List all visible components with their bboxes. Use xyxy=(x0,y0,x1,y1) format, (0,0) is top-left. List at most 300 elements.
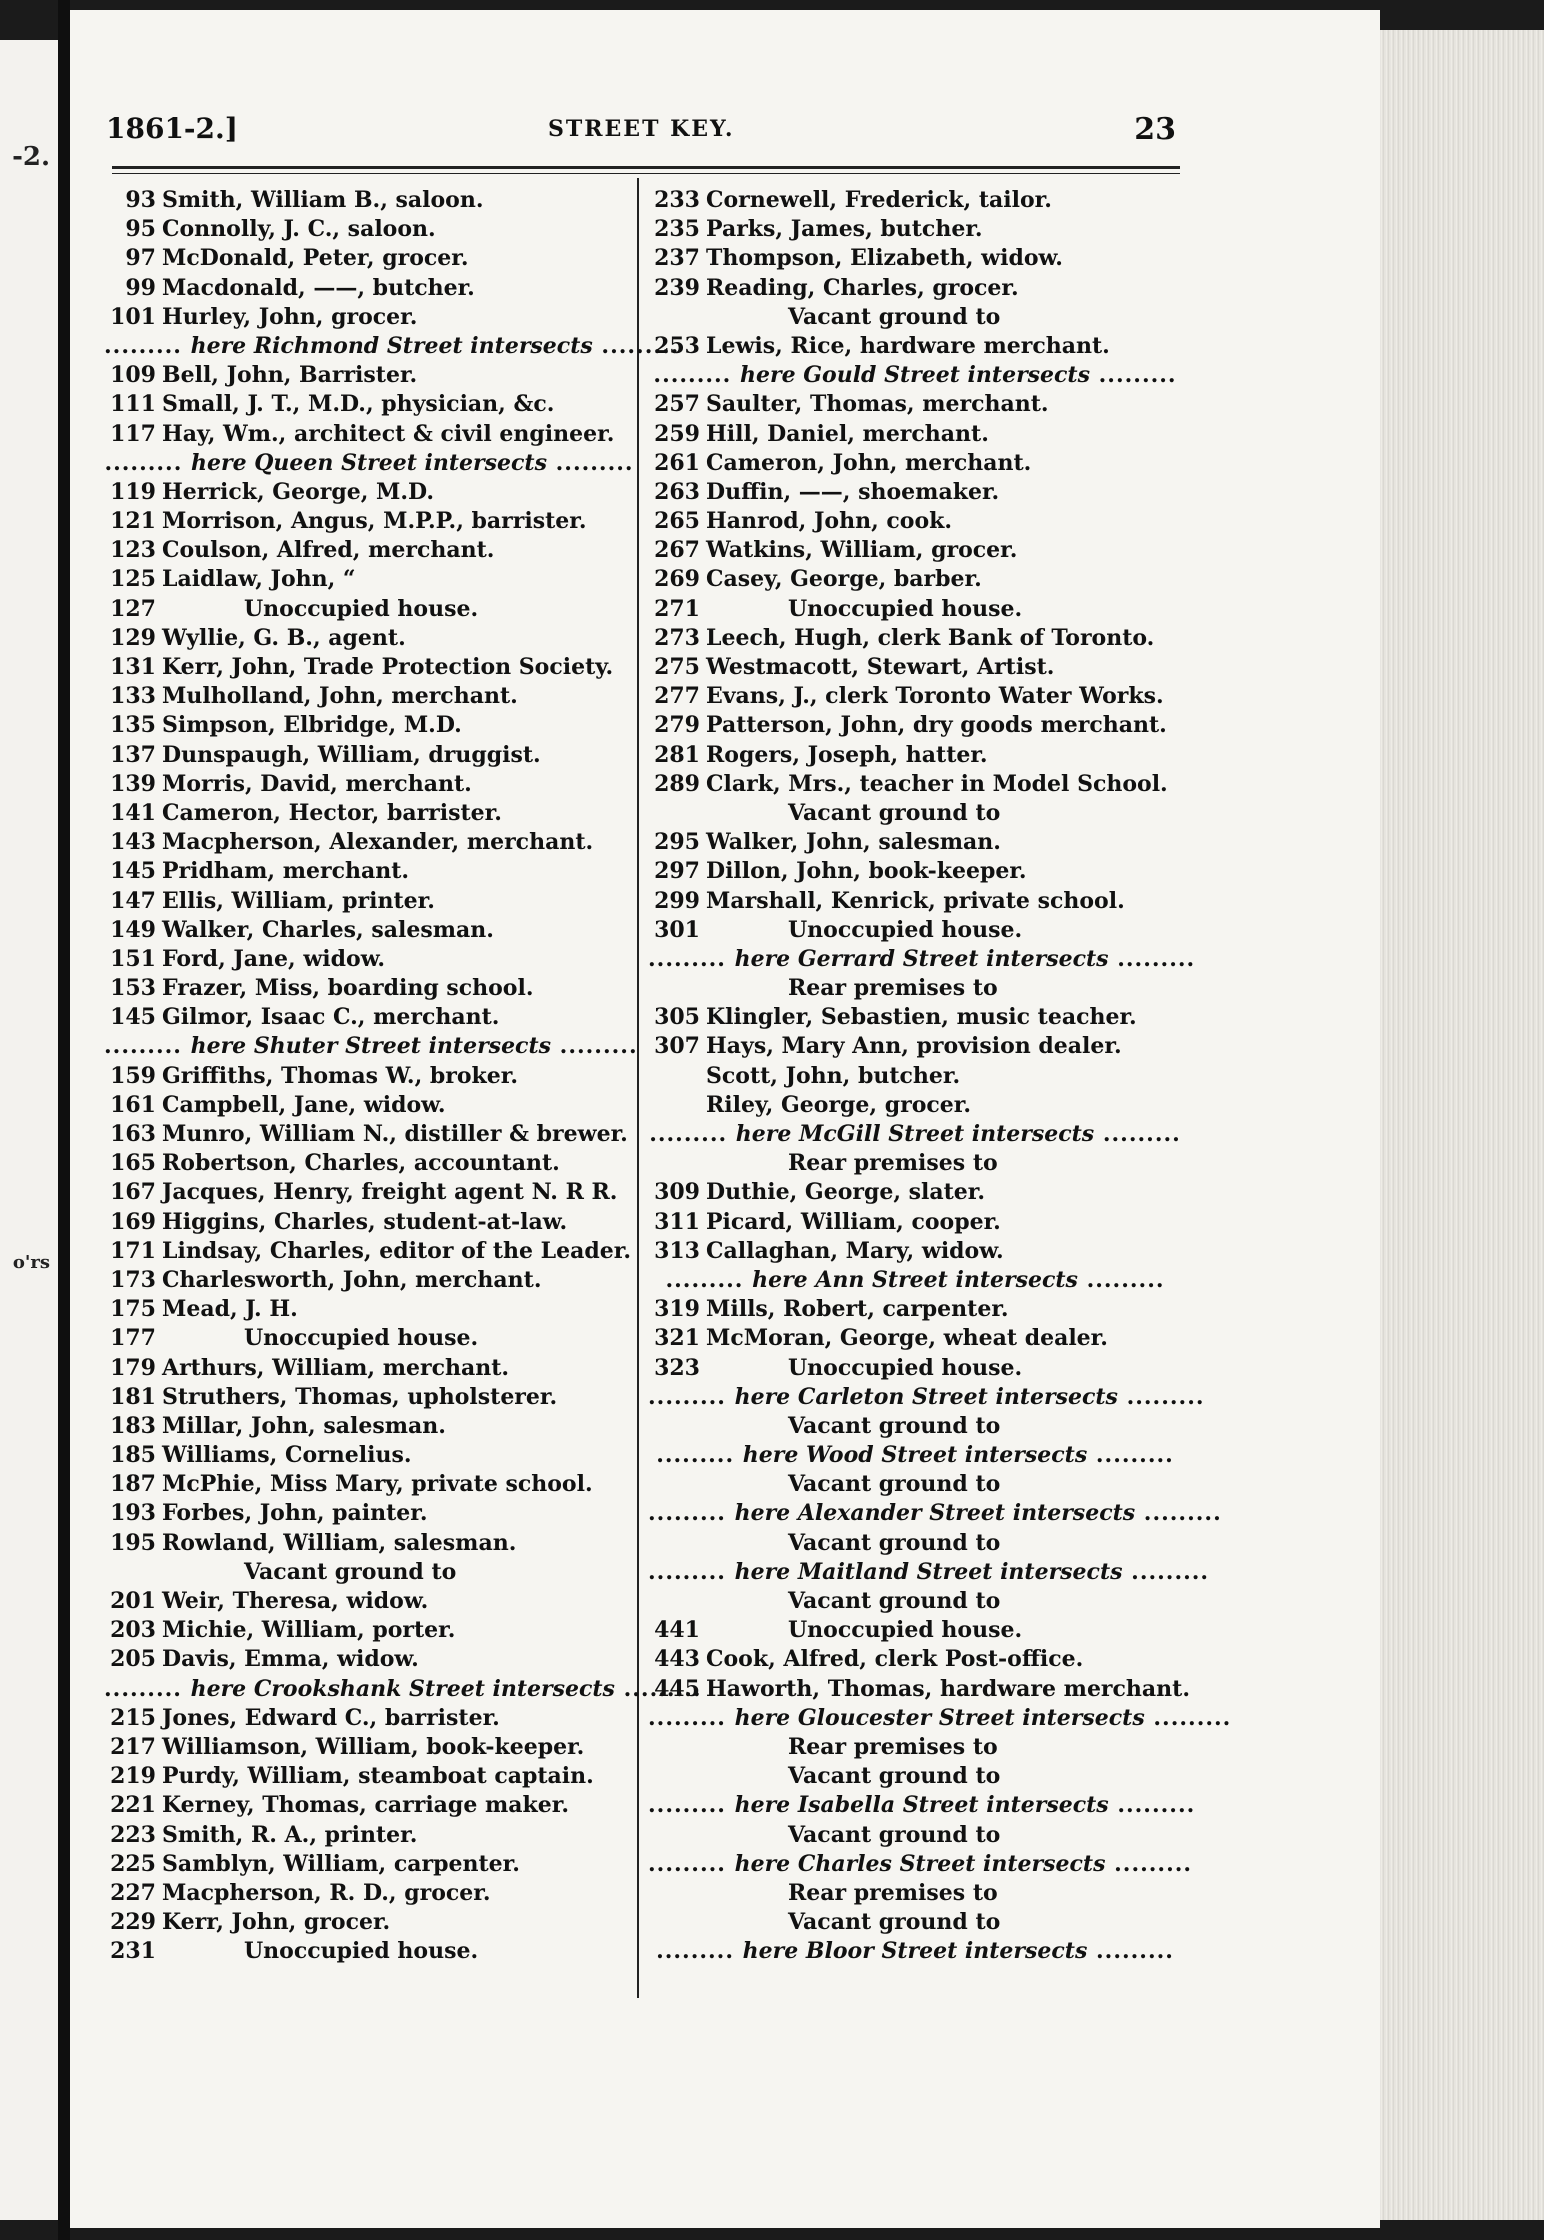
directory-entry xyxy=(104,1762,634,1791)
house-number: 237 xyxy=(654,245,700,272)
directory-entry xyxy=(104,1295,634,1324)
resident-text: Wyllie, G. B., agent. xyxy=(162,624,406,651)
house-number: 275 xyxy=(654,654,700,680)
resident-text: Vacant ground to xyxy=(788,1412,1001,1439)
resident-text: Vacant ground to xyxy=(788,1529,1001,1556)
directory-entry xyxy=(648,653,1182,682)
resident-text: Leech, Hugh, clerk Bank of Toronto. xyxy=(706,624,1155,651)
house-number: 261 xyxy=(654,449,700,476)
column-divider xyxy=(637,178,639,1998)
resident-text: Pridham, merchant. xyxy=(162,858,410,885)
directory-entry xyxy=(104,1003,634,1032)
directory-entry xyxy=(648,1733,1182,1762)
house-number: 109 xyxy=(110,362,156,389)
house-number: 217 xyxy=(110,1733,156,1760)
house-number: 111 xyxy=(110,391,156,418)
directory-entry xyxy=(104,1587,634,1616)
street-intersection-line xyxy=(104,1032,634,1061)
directory-entry xyxy=(648,595,1182,624)
directory-entry xyxy=(104,974,634,1003)
directory-entry xyxy=(104,565,634,594)
resident-text: Charlesworth, John, merchant. xyxy=(162,1266,542,1293)
directory-entry xyxy=(648,1062,1182,1091)
directory-entry xyxy=(648,1470,1182,1499)
previous-page-fragment-mid: o'rs xyxy=(12,1252,50,1273)
street-intersection-line xyxy=(648,1120,1182,1149)
house-number: 153 xyxy=(110,975,156,1002)
directory-entry xyxy=(648,507,1182,536)
street-intersection-line xyxy=(648,1266,1182,1295)
resident-text: Kerr, John, Trade Protection Society. xyxy=(162,654,614,680)
house-number: 221 xyxy=(110,1792,156,1819)
directory-entry xyxy=(648,887,1182,916)
resident-text: Unoccupied house. xyxy=(244,595,479,622)
running-header xyxy=(106,108,1176,152)
directory-entry xyxy=(648,1675,1190,1704)
directory-entry xyxy=(648,1003,1182,1032)
directory-entry xyxy=(104,887,634,916)
directory-entry xyxy=(648,274,1182,303)
resident-text: Hanrod, John, cook. xyxy=(706,508,953,535)
directory-entry xyxy=(648,1324,1182,1353)
street-intersection-line xyxy=(648,1558,1182,1587)
resident-text: Arthurs, William, merchant. xyxy=(162,1354,510,1381)
directory-entry xyxy=(104,916,634,945)
street-intersection-line xyxy=(104,449,634,478)
house-number: 229 xyxy=(110,1909,156,1936)
directory-entry xyxy=(104,1354,634,1383)
resident-text: Ellis, William, printer. xyxy=(162,887,435,914)
directory-entry xyxy=(648,799,1182,828)
house-number: 443 xyxy=(654,1646,700,1673)
directory-entry xyxy=(104,1791,634,1820)
resident-text: Unoccupied house. xyxy=(244,1938,479,1965)
resident-text: Millar, John, salesman. xyxy=(162,1412,446,1439)
house-number: 259 xyxy=(654,420,700,447)
resident-text: Robertson, Charles, accountant. xyxy=(162,1150,560,1177)
left-column xyxy=(104,186,634,1966)
house-number: 181 xyxy=(110,1383,156,1410)
header-rule xyxy=(112,166,1180,169)
directory-entry xyxy=(104,857,634,886)
house-number: 141 xyxy=(110,799,156,826)
resident-text: Unoccupied house. xyxy=(788,1617,1023,1644)
house-number: 135 xyxy=(110,712,156,739)
street-intersection-line xyxy=(648,361,1182,390)
house-number: 161 xyxy=(110,1091,156,1118)
house-number: 263 xyxy=(654,478,700,505)
directory-entry xyxy=(648,1879,1182,1908)
resident-text: Unoccupied house. xyxy=(244,1325,479,1352)
house-number: 183 xyxy=(110,1412,156,1439)
house-number: 219 xyxy=(110,1763,156,1790)
directory-entry xyxy=(104,1470,634,1499)
street-intersection-line xyxy=(648,1791,1182,1820)
house-number: 187 xyxy=(110,1471,156,1498)
resident-text: Smith, R. A., printer. xyxy=(162,1821,418,1848)
resident-text: Gilmor, Isaac C., merchant. xyxy=(162,1004,500,1031)
intersection-label: ..... here Ann Street intersects ..... xyxy=(648,1266,1182,1295)
house-number: 133 xyxy=(110,683,156,710)
resident-text: Clark, Mrs., teacher in Model School. xyxy=(706,770,1168,797)
directory-entry xyxy=(648,215,1182,244)
resident-text: McDonald, Peter, grocer. xyxy=(162,245,469,272)
intersection-label: ..... here Gloucester Street intersects ..... xyxy=(648,1704,1182,1733)
resident-text: Dillon, John, book-keeper. xyxy=(706,858,1027,885)
directory-entry xyxy=(104,1178,634,1207)
house-number: 99 xyxy=(125,274,156,301)
directory-entry xyxy=(648,1821,1182,1850)
house-number: 101 xyxy=(110,303,156,330)
resident-text: Watkins, William, grocer. xyxy=(706,537,1018,564)
directory-entry xyxy=(648,770,1182,799)
directory-entry xyxy=(104,478,634,507)
resident-text: Riley, George, grocer. xyxy=(706,1091,972,1118)
street-intersection-line xyxy=(648,1499,1182,1528)
directory-entry xyxy=(104,361,634,390)
house-number: 177 xyxy=(110,1325,156,1352)
house-number: 167 xyxy=(110,1179,156,1206)
house-number: 171 xyxy=(110,1237,156,1264)
house-number: 147 xyxy=(110,887,156,914)
intersection-label: ..... here Crookshank Street intersects ..... xyxy=(104,1675,634,1704)
resident-text: Cornewell, Frederick, tailor. xyxy=(706,187,1052,213)
resident-text: Patterson, John, dry goods merchant. xyxy=(706,712,1167,739)
resident-text: Kerney, Thomas, carriage maker. xyxy=(162,1792,569,1819)
resident-text: Macpherson, Alexander, merchant. xyxy=(162,829,594,856)
resident-text: Cook, Alfred, clerk Post-office. xyxy=(706,1646,1084,1673)
resident-text: Connolly, J. C., saloon. xyxy=(162,216,436,243)
directory-entry xyxy=(648,1762,1182,1791)
resident-text: Walker, Charles, salesman. xyxy=(162,916,494,943)
directory-entry xyxy=(648,1616,1182,1645)
resident-text: Mills, Robert, carpenter. xyxy=(706,1296,1009,1323)
directory-entry xyxy=(104,1879,634,1908)
house-number: 299 xyxy=(654,887,700,914)
house-number: 203 xyxy=(110,1617,156,1644)
directory-entry xyxy=(104,536,634,565)
house-number: 231 xyxy=(110,1938,156,1965)
directory-entry xyxy=(104,653,634,682)
house-number: 193 xyxy=(110,1500,156,1527)
directory-entry xyxy=(104,945,634,974)
directory-entry xyxy=(648,741,1182,770)
resident-text: Rear premises to xyxy=(788,1733,998,1760)
house-number: 307 xyxy=(654,1033,700,1060)
house-number: 309 xyxy=(654,1179,700,1206)
resident-text: Coulson, Alfred, merchant. xyxy=(162,537,495,564)
intersection-label: ..... here Maitland Street intersects ..... xyxy=(648,1558,1182,1587)
street-intersection-line xyxy=(648,1704,1182,1733)
house-number: 313 xyxy=(654,1237,700,1264)
house-number: 173 xyxy=(110,1266,156,1293)
directory-entry xyxy=(104,828,634,857)
directory-entry xyxy=(104,1324,634,1353)
directory-entry xyxy=(648,1208,1182,1237)
resident-text: Davis, Emma, widow. xyxy=(162,1646,419,1673)
house-number: 137 xyxy=(110,741,156,768)
directory-entry xyxy=(104,1412,634,1441)
resident-text: Michie, William, porter. xyxy=(162,1617,456,1644)
directory-entry xyxy=(104,1937,634,1966)
directory-entry xyxy=(648,536,1182,565)
resident-text: Rear premises to xyxy=(788,1879,998,1906)
resident-text: Rowland, William, salesman. xyxy=(162,1529,517,1556)
resident-text: Kerr, John, grocer. xyxy=(162,1909,391,1936)
header-year: 1861-2.] xyxy=(106,112,239,145)
house-number: 445 xyxy=(654,1675,700,1702)
intersection-label: ..... here Gould Street intersects ..... xyxy=(648,361,1182,390)
intersection-label: ..... here Richmond Street intersects ..... xyxy=(104,332,634,361)
directory-entry xyxy=(648,1908,1182,1937)
resident-text: Samblyn, William, carpenter. xyxy=(162,1850,520,1877)
directory-entry xyxy=(104,1908,634,1937)
house-number: 93 xyxy=(125,187,156,213)
house-number: 201 xyxy=(110,1588,156,1614)
page-number: 23 xyxy=(1134,112,1176,147)
house-number: 301 xyxy=(654,916,700,943)
resident-text: Klingler, Sebastien, music teacher. xyxy=(706,1004,1137,1031)
resident-text: Campbell, Jane, widow. xyxy=(162,1091,446,1118)
directory-entry xyxy=(104,1821,634,1850)
directory-entry xyxy=(104,186,634,215)
page-stack-edge xyxy=(1380,30,1544,2220)
house-number: 151 xyxy=(110,945,156,972)
right-column xyxy=(648,186,1190,1966)
resident-text: Frazer, Miss, boarding school. xyxy=(162,975,534,1002)
resident-text: Vacant ground to xyxy=(244,1558,457,1585)
directory-entry xyxy=(648,1178,1182,1207)
house-number: 131 xyxy=(110,654,156,680)
resident-text: Forbes, John, painter. xyxy=(162,1500,428,1527)
directory-entry xyxy=(104,507,634,536)
resident-text: Williams, Cornelius. xyxy=(162,1442,412,1469)
resident-text: Jacques, Henry, freight agent N. R R. xyxy=(162,1179,618,1206)
house-number: 149 xyxy=(110,916,156,943)
previous-page-fragment: -2. xyxy=(12,142,50,172)
resident-text: Morrison, Angus, M.P.P., barrister. xyxy=(162,508,587,535)
resident-text: Mead, J. H. xyxy=(162,1296,298,1323)
house-number: 269 xyxy=(654,566,700,593)
resident-text: Lindsay, Charles, editor of the Leader. xyxy=(162,1237,632,1264)
directory-entry xyxy=(648,682,1182,711)
resident-text: Munro, William N., distiller & brewer. xyxy=(162,1121,628,1147)
directory-entry xyxy=(648,1295,1182,1324)
directory-entry xyxy=(104,1208,634,1237)
house-number: 225 xyxy=(110,1850,156,1877)
directory-entry xyxy=(648,390,1182,419)
directory-entry xyxy=(648,1237,1182,1266)
resident-text: Unoccupied house. xyxy=(788,916,1023,943)
house-number: 145 xyxy=(110,858,156,885)
house-number: 227 xyxy=(110,1879,156,1906)
house-number: 185 xyxy=(110,1442,156,1469)
house-number: 279 xyxy=(654,712,700,739)
house-number: 95 xyxy=(125,216,156,243)
directory-entry xyxy=(104,1529,634,1558)
resident-text: Struthers, Thomas, upholsterer. xyxy=(162,1383,558,1410)
house-number: 159 xyxy=(110,1062,156,1089)
resident-text: Scott, John, butcher. xyxy=(706,1062,961,1089)
directory-entry xyxy=(648,565,1182,594)
resident-text: Cameron, Hector, barrister. xyxy=(162,799,502,826)
resident-text: Duffin, ——, shoemaker. xyxy=(706,478,1000,505)
house-number: 267 xyxy=(654,537,700,564)
street-intersection-line xyxy=(648,1441,1182,1470)
resident-text: Vacant ground to xyxy=(788,303,1001,330)
directory-entry xyxy=(104,1383,634,1412)
directory-entry xyxy=(648,244,1182,273)
resident-text: Picard, William, cooper. xyxy=(706,1208,1001,1235)
previous-page-edge xyxy=(0,40,58,2220)
house-number: 165 xyxy=(110,1150,156,1177)
directory-entry xyxy=(104,1266,634,1295)
house-number: 169 xyxy=(110,1208,156,1235)
resident-text: Jones, Edward C., barrister. xyxy=(162,1704,500,1731)
directory-entry xyxy=(104,1091,634,1120)
directory-entry xyxy=(104,1237,634,1266)
resident-text: Vacant ground to xyxy=(788,1763,1001,1790)
directory-entry xyxy=(104,1441,634,1470)
resident-text: Rear premises to xyxy=(788,975,998,1002)
directory-entry xyxy=(648,857,1182,886)
resident-text: Mulholland, John, merchant. xyxy=(162,683,518,710)
house-number: 123 xyxy=(110,537,156,564)
resident-text: Herrick, George, M.D. xyxy=(162,478,434,505)
resident-text: Macpherson, R. D., grocer. xyxy=(162,1879,491,1906)
intersection-label: ..... here Carleton Street intersects ..... xyxy=(648,1383,1182,1412)
directory-entry xyxy=(648,1412,1182,1441)
house-number: 125 xyxy=(110,566,156,593)
resident-text: Rogers, Joseph, hatter. xyxy=(706,741,988,768)
resident-text: Small, J. T., M.D., physician, &c. xyxy=(162,391,555,418)
directory-entry xyxy=(648,303,1182,332)
resident-text: Purdy, William, steamboat captain. xyxy=(162,1763,594,1790)
resident-text: Walker, John, salesman. xyxy=(706,829,1001,856)
street-intersection-line xyxy=(648,1937,1182,1966)
directory-entry xyxy=(648,186,1182,215)
directory-entry xyxy=(104,303,634,332)
directory-entry xyxy=(648,1354,1182,1383)
resident-text: Westmacott, Stewart, Artist. xyxy=(706,654,1055,680)
resident-text: Hill, Daniel, merchant. xyxy=(706,420,989,447)
resident-text: Morris, David, merchant. xyxy=(162,770,472,797)
house-number: 321 xyxy=(654,1325,700,1352)
resident-text: Laidlaw, John, “ xyxy=(162,566,356,593)
house-number: 297 xyxy=(654,858,700,885)
house-number: 323 xyxy=(654,1354,700,1381)
intersection-label: ..... here Alexander Street intersects ..... xyxy=(648,1499,1182,1528)
house-number: 215 xyxy=(110,1704,156,1731)
resident-text: Unoccupied house. xyxy=(788,595,1023,622)
directory-entry xyxy=(104,682,634,711)
resident-text: Vacant ground to xyxy=(788,1821,1001,1848)
house-number: 253 xyxy=(654,332,700,359)
resident-text: Parks, James, butcher. xyxy=(706,216,983,243)
resident-text: Thompson, Elizabeth, widow. xyxy=(706,245,1063,272)
resident-text: McPhie, Miss Mary, private school. xyxy=(162,1471,593,1498)
directory-entry xyxy=(648,916,1182,945)
directory-entry xyxy=(104,244,634,273)
intersection-label: ..... here Shuter Street intersects ..... xyxy=(104,1032,634,1061)
directory-entry xyxy=(648,1529,1182,1558)
directory-entry xyxy=(648,1032,1182,1061)
directory-entry xyxy=(104,741,634,770)
header-title: STREET KEY. xyxy=(548,116,735,142)
book-gutter xyxy=(58,0,70,2240)
intersection-label: ..... here Isabella Street intersects ..... xyxy=(648,1791,1182,1820)
directory-entry xyxy=(648,828,1182,857)
house-number: 239 xyxy=(654,274,700,301)
directory-entry xyxy=(104,770,634,799)
resident-text: Saulter, Thomas, merchant. xyxy=(706,391,1049,418)
house-number: 121 xyxy=(110,508,156,535)
directory-entry xyxy=(104,215,634,244)
resident-text: Bell, John, Barrister. xyxy=(162,362,418,389)
house-number: 195 xyxy=(110,1529,156,1556)
resident-text: Smith, William B., saloon. xyxy=(162,187,484,213)
house-number: 311 xyxy=(654,1208,700,1235)
directory-entry xyxy=(648,1587,1182,1616)
directory-entry xyxy=(104,1616,634,1645)
resident-text: Vacant ground to xyxy=(788,1909,1001,1936)
resident-text: Lewis, Rice, hardware merchant. xyxy=(706,332,1110,359)
resident-text: Vacant ground to xyxy=(788,799,1001,826)
directory-entry xyxy=(648,332,1182,361)
house-number: 319 xyxy=(654,1296,700,1323)
resident-text: Griffiths, Thomas W., broker. xyxy=(162,1062,519,1089)
house-number: 265 xyxy=(654,508,700,535)
house-number: 289 xyxy=(654,770,700,797)
directory-entry xyxy=(104,1149,634,1178)
directory-entry xyxy=(104,1850,634,1879)
street-intersection-line xyxy=(104,332,634,361)
house-number: 97 xyxy=(125,245,156,272)
house-number: 305 xyxy=(654,1004,700,1031)
street-intersection-line xyxy=(648,1383,1182,1412)
resident-text: Simpson, Elbridge, M.D. xyxy=(162,712,462,739)
resident-text: Unoccupied house. xyxy=(788,1354,1023,1381)
directory-entry xyxy=(104,1499,634,1528)
resident-text: McMoran, George, wheat dealer. xyxy=(706,1325,1108,1352)
house-number: 257 xyxy=(654,391,700,418)
house-number: 281 xyxy=(654,741,700,768)
house-number: 139 xyxy=(110,770,156,797)
resident-text: Weir, Theresa, widow. xyxy=(162,1588,429,1614)
resident-text: Hurley, John, grocer. xyxy=(162,303,418,330)
directory-entry xyxy=(104,799,634,828)
house-number: 271 xyxy=(654,595,700,622)
directory-entry xyxy=(648,478,1182,507)
resident-text: Hays, Mary Ann, provision dealer. xyxy=(706,1033,1122,1060)
directory-entry xyxy=(104,420,634,449)
directory-entry xyxy=(104,711,634,740)
resident-text: Ford, Jane, widow. xyxy=(162,945,386,972)
header-rule-thin xyxy=(112,173,1180,174)
house-number: 277 xyxy=(654,683,700,710)
house-number: 143 xyxy=(110,829,156,856)
house-number: 179 xyxy=(110,1354,156,1381)
resident-text: Haworth, Thomas, hardware merchant. xyxy=(706,1675,1190,1702)
directory-entry xyxy=(104,1733,634,1762)
directory-entry xyxy=(648,420,1182,449)
directory-entry xyxy=(648,974,1182,1003)
directory-entry xyxy=(648,1645,1182,1674)
street-intersection-line xyxy=(104,1675,634,1704)
resident-text: Macdonald, ——, butcher. xyxy=(162,274,475,301)
directory-entry xyxy=(104,1120,634,1149)
resident-text: Reading, Charles, grocer. xyxy=(706,274,1019,301)
